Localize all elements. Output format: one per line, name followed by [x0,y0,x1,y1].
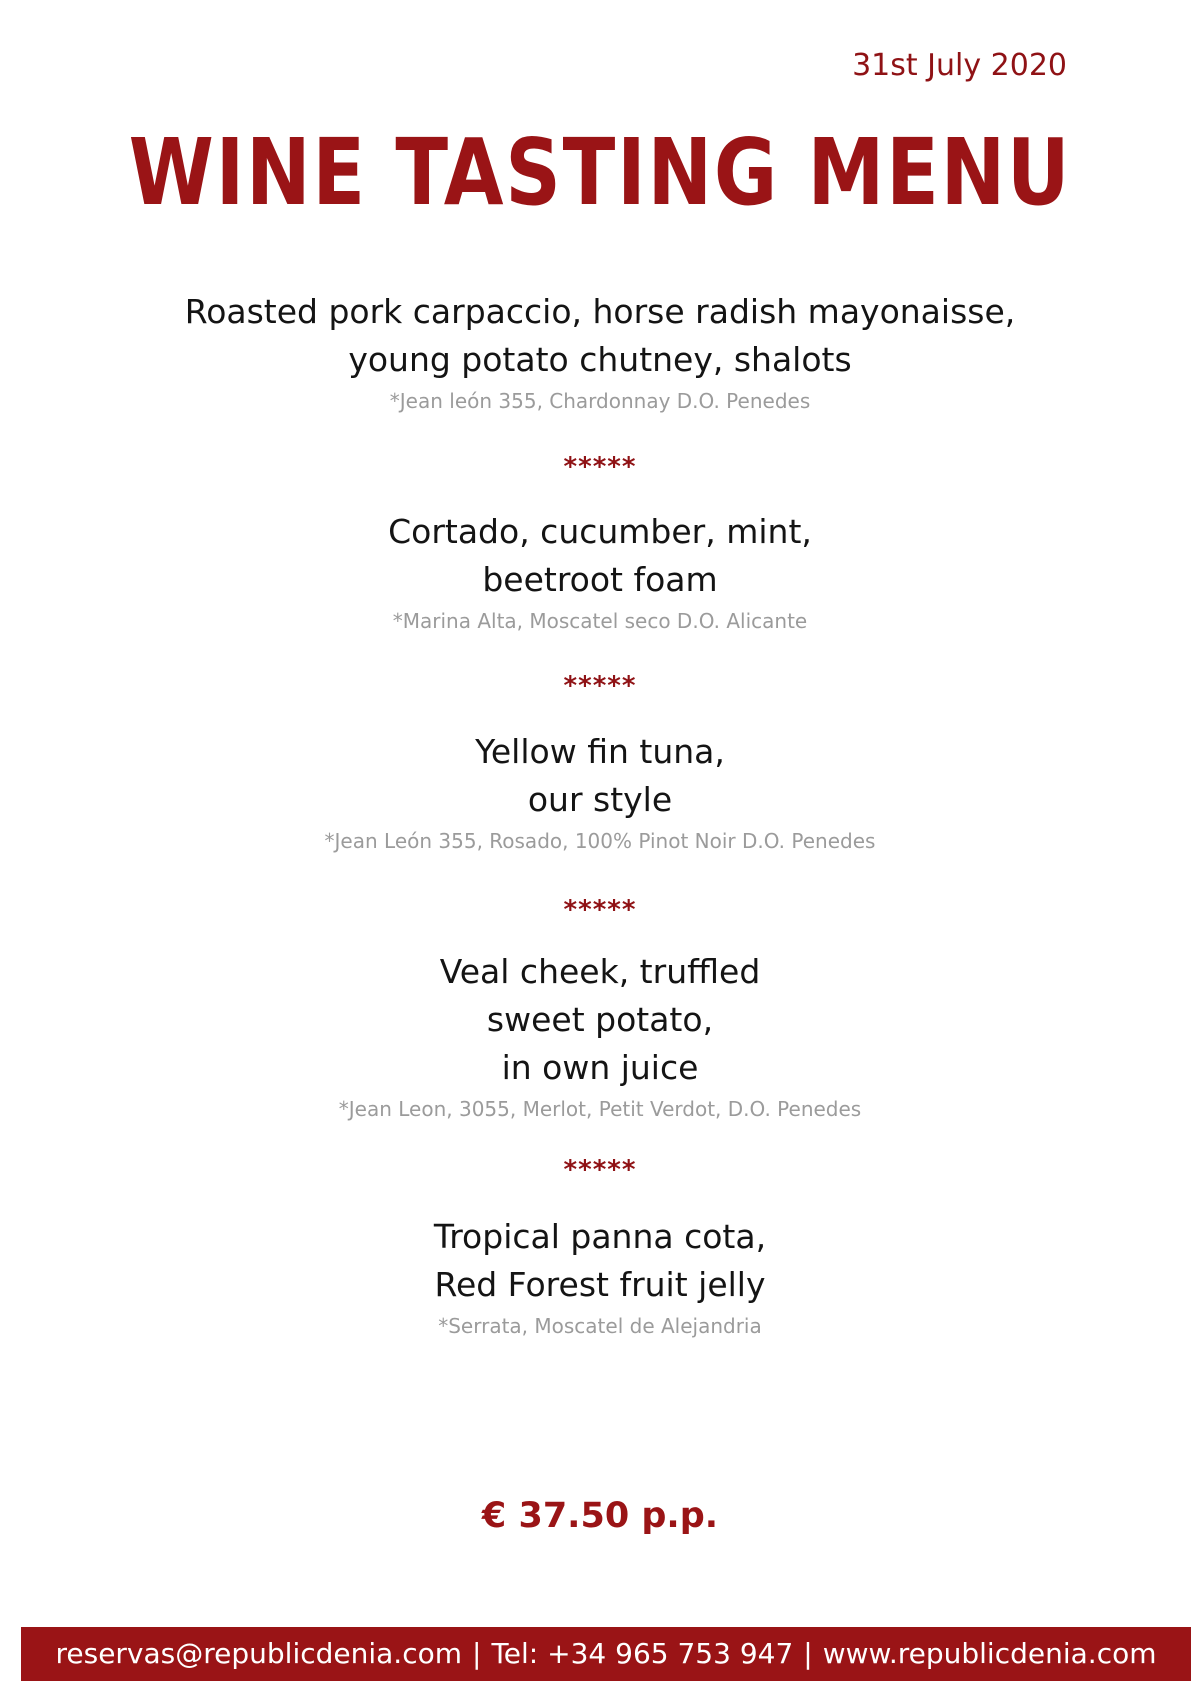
dish-line: Cortado, cucumber, mint, [388,512,812,551]
dish-line: in own juice [501,1048,699,1087]
course-separator: ***** [563,895,637,925]
dish-line: Roasted pork carpaccio, horse radish mayonaisse, [184,292,1016,331]
website-link[interactable]: www.republicdenia.com [822,1637,1157,1670]
wine-pairing: *Jean Leon, 3055, Merlot, Petit Verdot, D.O. Penedes [338,1097,862,1121]
email-link[interactable]: reservas@republicdenia.com [55,1637,463,1670]
dish-line: Red Forest fruit jelly [434,1265,766,1304]
dish-line: sweet potato, [486,1000,714,1039]
dish-line: beetroot foam [482,560,718,599]
footer-divider: | [803,1637,813,1670]
wine-pairing: *Serrata, Moscatel de Alejandria [438,1314,762,1338]
course-separator: ***** [563,671,637,701]
contact-footer [21,1627,1191,1681]
date-label: 31st July 2020 [852,48,1067,83]
wine-pairing: *Jean león 355, Chardonnay D.O. Penedes [389,389,811,413]
page-title: WINE TASTING MENU [128,119,1072,226]
course-separator: ***** [563,1155,637,1185]
dish-line: young potato chutney, shalots [348,340,852,379]
course-5 [0,1213,1200,1341]
wine-pairing: *Jean León 355, Rosado, 100% Pinot Noir D.O. Penedes [324,829,876,853]
course-2 [0,508,1200,636]
course-separator: ***** [563,452,637,482]
dish-line: Veal cheek, truffled [439,952,761,991]
course-1 [0,288,1200,416]
dish-line: our style [527,780,673,819]
course-4 [0,948,1200,1124]
wine-pairing: *Marina Alta, Moscatel seco D.O. Alicante [392,609,808,633]
dish-line: Tropical panna cota, [433,1217,767,1256]
course-3 [0,728,1200,856]
phone-link[interactable]: Tel: +34 965 753 947 [491,1637,794,1670]
footer-divider: | [472,1637,482,1670]
dish-line: Yellow fin tuna, [475,732,725,771]
price-label: € 37.50 p.p. [481,1496,719,1536]
